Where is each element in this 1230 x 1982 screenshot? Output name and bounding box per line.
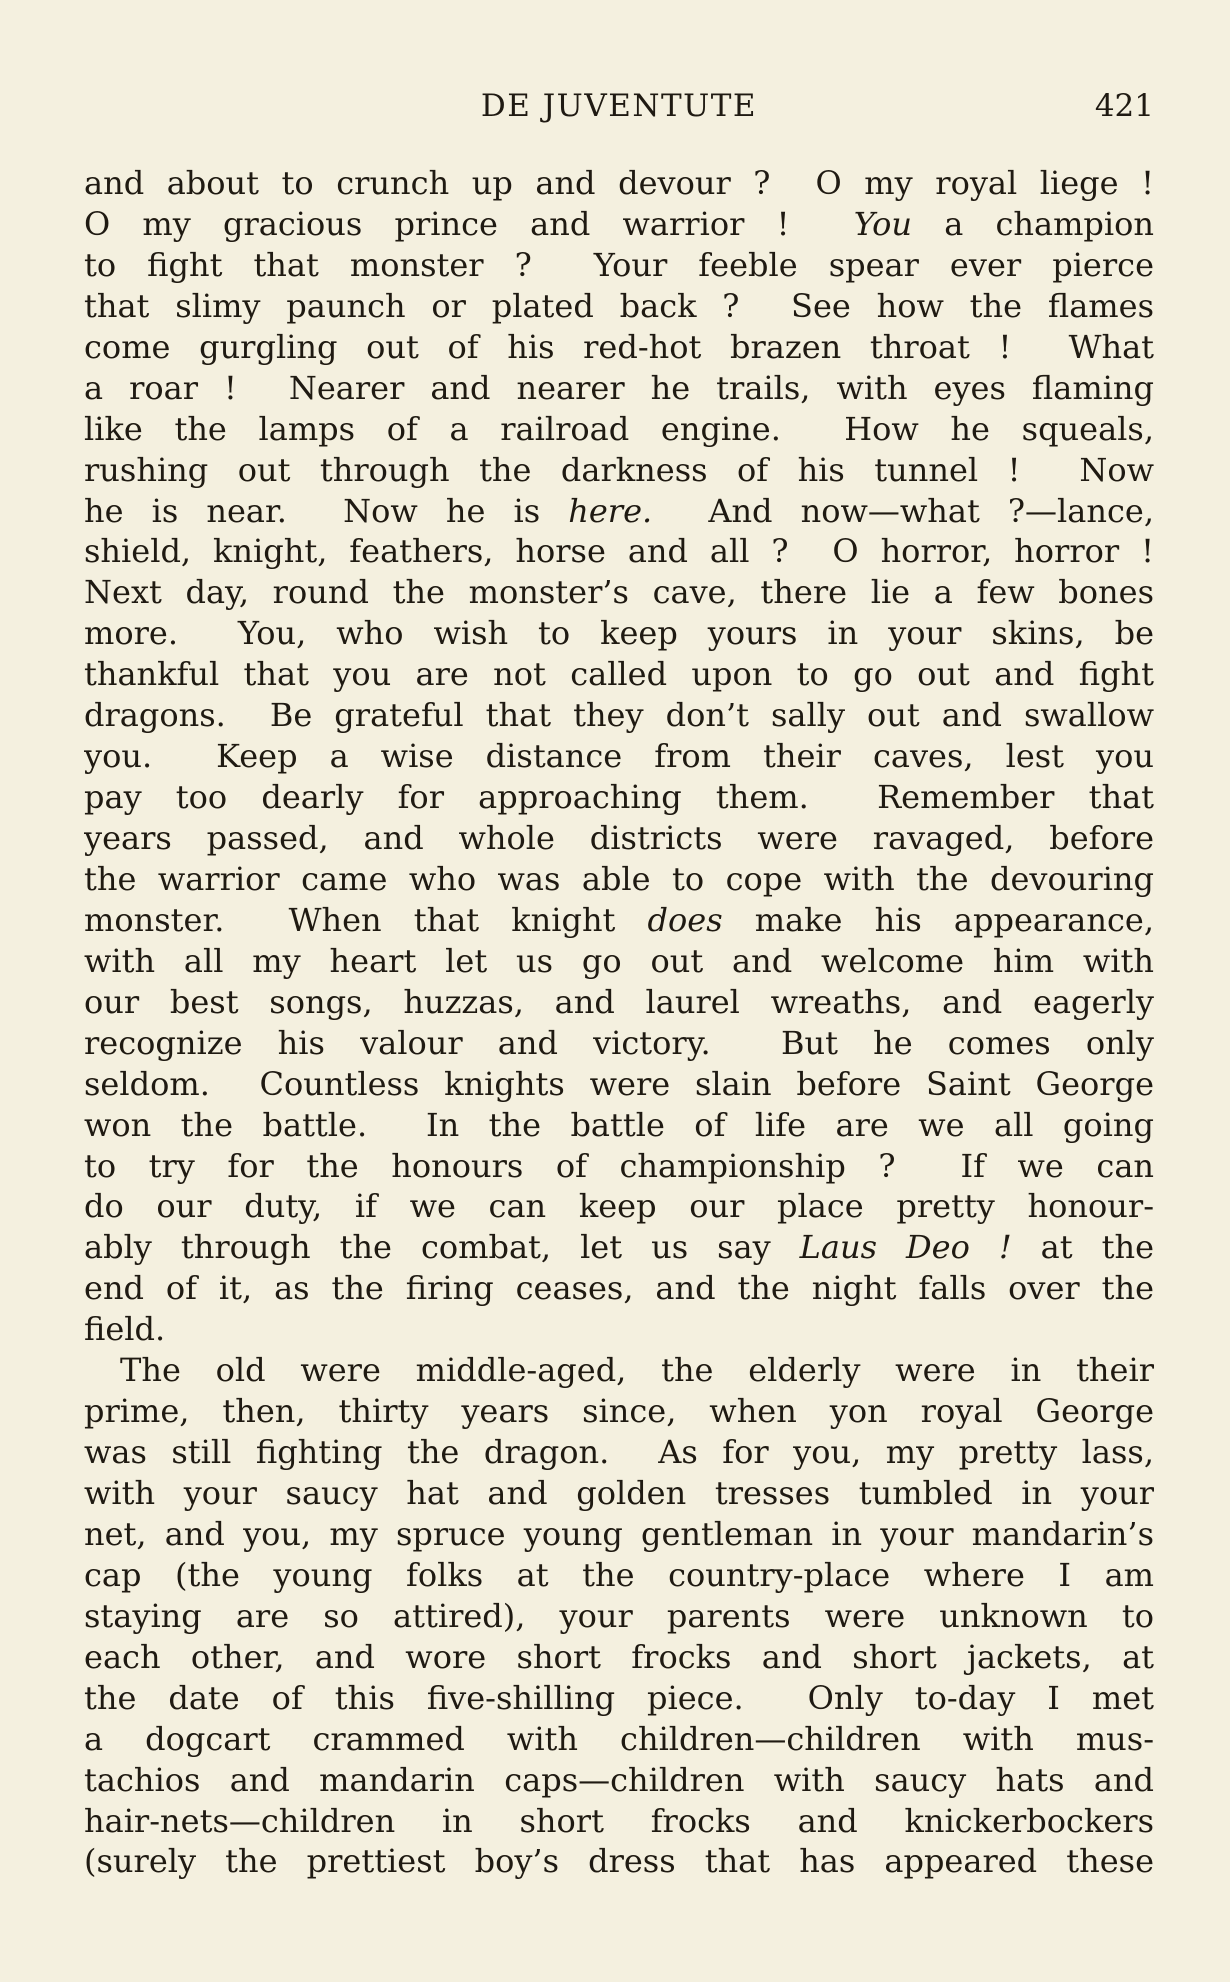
text-line [84,1678,1154,1719]
text-segment: was still fighting the dragon. As for you, my pretty lass, [84,1433,1154,1472]
italic-text: You [853,204,913,243]
text-line [84,1637,1154,1678]
text-line [84,1514,1154,1555]
text-segment: come gurgling out of his red-hot brazen throat ! What [84,327,1154,366]
text-segment: years passed, and whole districts were ravaged, before [84,819,1154,857]
text-segment: a dogcart crammed with children—children with mus- [84,1719,1154,1758]
text-line [84,204,1154,245]
text-segment: a champion [912,204,1154,243]
text-line [84,286,1154,327]
text-segment: monster. When that knight [84,900,648,939]
text-line [84,1760,1154,1801]
text-line [84,859,1154,900]
text-segment: recognize his valour and victory. But he comes only [84,1023,1154,1062]
text-segment: he is near. Now he is [84,491,569,530]
text-line [84,1473,1154,1514]
text-segment: with all my heart let us go out and welcome him with [84,941,1154,980]
text-segment: you. Keep a wise distance from their caves, lest you [84,737,1154,776]
text-line [84,1227,1154,1268]
text-line [84,1555,1154,1596]
text-segment: ably through the combat, let us say [84,1228,800,1267]
text-segment: each other, and wore short frocks and short jackets, at [84,1637,1154,1676]
text-segment: And now—what ?—lance, [652,491,1154,530]
text-segment: our best songs, huzzas, and laurel wreaths, and eagerly [84,982,1154,1021]
text-line [84,1309,1154,1350]
text-line [84,1268,1154,1309]
text-line [84,1719,1154,1760]
text-segment: to fight that monster ? Your feeble spear ever pierce [84,245,1154,284]
italic-text: Laus Deo ! [799,1228,1012,1267]
running-title: DE JUVENTUTE [480,88,758,124]
text-line [84,163,1154,204]
text-segment: won the battle. In the battle of life are we all going [84,1105,1154,1144]
text-line [84,695,1154,736]
text-segment: Next day, round the monster’s cave, there lie a few bones [84,573,1154,612]
text-line [84,1432,1154,1473]
text-segment: seldom. Countless knights were slain before Saint George [84,1064,1154,1103]
text-line [84,736,1154,777]
text-segment: net, and you, my spruce young gentleman in your mandarin’s [84,1514,1154,1553]
text-segment: end of it, as the firing ceases, and the night falls over the [84,1269,1154,1308]
text-line [84,654,1154,695]
text-segment: prime, then, thirty years since, when yon royal George [84,1392,1154,1431]
text-segment: rushing out through the darkness of his tunnel ! Now [84,450,1154,489]
text-line [84,941,1154,982]
text-segment: at the [1011,1228,1154,1267]
text-line [84,818,1154,859]
text-segment: that slimy paunch or plated back ? See how the flames [84,286,1154,325]
text-segment: dragons. Be grateful that they don’t sally out and swallow [84,696,1154,735]
page-number: 421 [1094,88,1154,124]
text-line [84,368,1154,409]
italic-text: does [647,900,723,939]
text-segment: with your saucy hat and golden tresses tumbled in your [84,1474,1154,1512]
text-line [84,409,1154,450]
text-segment: field. [84,1310,166,1349]
text-segment: cap (the young folks at the country-place where I am [84,1555,1154,1594]
text-line [84,1023,1154,1064]
text-line [84,1841,1154,1882]
body-text [84,163,1154,1882]
text-segment: the date of this five-shilling piece. Only to-day I met [84,1678,1154,1717]
text-segment: hair-nets—children in short frocks and knickerbockers [84,1801,1154,1840]
text-line [84,1186,1154,1227]
text-line [84,245,1154,286]
text-segment: pay too dearly for approaching them. Remember that [84,778,1154,817]
text-line [84,450,1154,491]
text-line [84,327,1154,368]
text-segment: like the lamps of a railroad engine. How he squeals, [84,409,1154,448]
text-line [84,1064,1154,1105]
text-line [84,982,1154,1023]
text-segment: shield, knight, feathers, horse and all ? O horror, horror ! [84,532,1154,571]
text-segment: O my gracious prince and warrior ! [84,204,854,243]
text-segment: staying are so attired), your parents were unknown to [84,1596,1154,1635]
text-line [84,491,1154,532]
text-line [84,572,1154,613]
text-line [84,1801,1154,1842]
text-line [84,1596,1154,1637]
italic-text: here. [568,491,653,530]
text-segment: thankful that you are not called upon to go out and fight [84,655,1154,694]
text-segment: do our duty, if we can keep our place pretty honour- [84,1187,1154,1226]
text-line [84,1146,1154,1187]
text-segment: and about to crunch up and devour ? O my royal liege ! [84,164,1154,202]
running-head [84,88,1154,128]
text-line [84,1391,1154,1432]
text-segment: more. You, who wish to keep yours in your skins, be [84,614,1154,653]
text-segment: the warrior came who was able to cope with the devouring [84,859,1154,898]
text-segment: a roar ! Nearer and nearer he trails, with eyes flaming [84,368,1154,407]
text-line [84,1105,1154,1146]
text-line [84,531,1154,572]
text-segment: tachios and mandarin caps—children with saucy hats and [84,1760,1154,1799]
text-segment: (surely the prettiest boy’s dress that has appeared these [84,1842,1154,1881]
text-segment: make his appearance, [722,900,1154,939]
text-line [84,900,1154,941]
text-segment: to try for the honours of championship ? If we can [84,1146,1154,1185]
text-line [84,613,1154,654]
text-line [84,1350,1154,1391]
text-segment: The old were middle-aged, the elderly were in their [120,1351,1154,1390]
text-line [84,777,1154,818]
